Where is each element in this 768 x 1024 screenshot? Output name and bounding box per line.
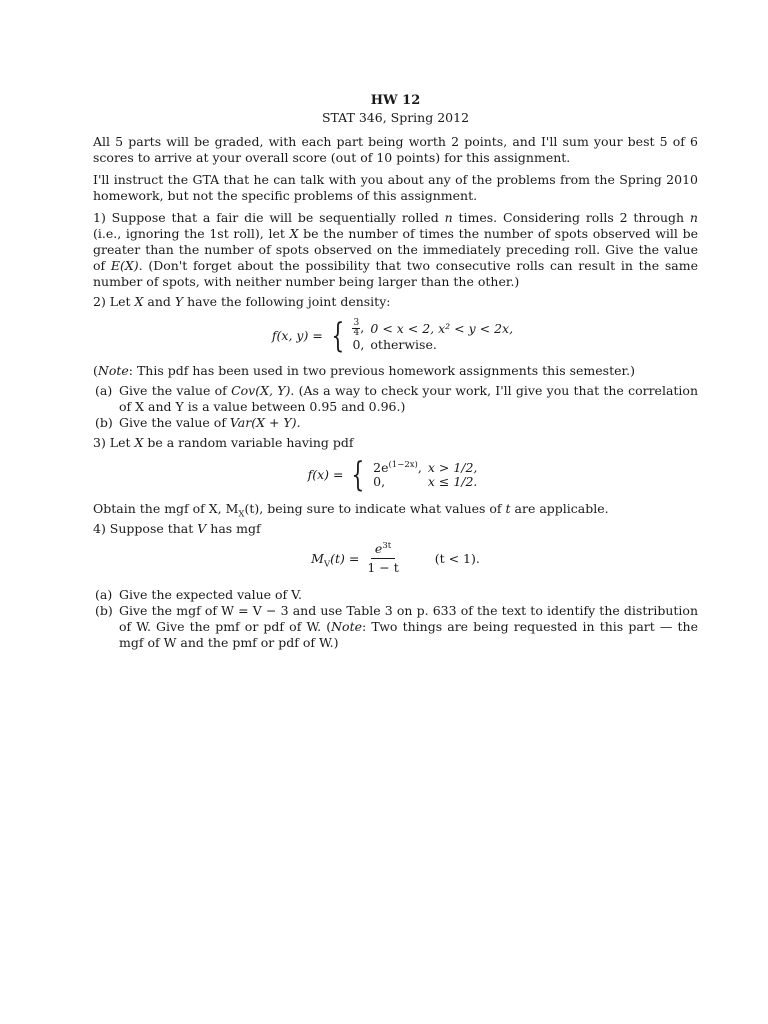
left-brace: { bbox=[351, 455, 365, 495]
intro-paragraph-gta: I'll instruct the GTA that he can talk with you about any of the problems from the Spring 2010 homework, but not the specific problems of this assignment. bbox=[93, 172, 698, 203]
pdf-equation: f(x) = { $2e^{(1-2x)}$, x > 1/2, 0, x ≤ 1/2. bbox=[307, 455, 478, 495]
mgf-equation: $M_V(t)$ = $\frac{e^{3t}}{1 - t}$ (t < 1). bbox=[311, 540, 480, 575]
problem-2-parts bbox=[93, 383, 698, 431]
document-subtitle: STAT 346, Spring 2012 bbox=[321, 110, 470, 125]
left-brace: { bbox=[331, 315, 345, 356]
problem-1: 1) Suppose that a fair die will be sequentially rolled n times. Considering rolls 2 through n (i.e., ignoring the 1st roll), let X be the number of times the number of spots observed will be greater than the number of spots observed on the immediately preceding roll. Give the value of E(X). (Don't forget about the possibility that two consecutive rolls can result in the same number of spots, with neither number being larger than the other.) bbox=[93, 210, 699, 289]
pdf-case-2-condition: x ≤ 1/2. bbox=[427, 474, 478, 489]
case-2-condition: otherwise. bbox=[370, 337, 437, 352]
problem-3-intro: 3) Let X be a random variable having pdf bbox=[93, 435, 354, 450]
joint-density-equation: f(x, y) = { $\frac{3}{4}$ , 0 < x < 2, x² < y < 2x, 0, otherwise. bbox=[93, 319, 698, 352]
case-1-condition: 0 < x < 2, x² < y < 2x, bbox=[370, 320, 514, 336]
intro-paragraph-grading: All 5 parts will be graded, with each part being worth 2 points, and I'll sum your best 5 of 6 scores to arrive at your overall score (out of 10 points) for this assignment. bbox=[93, 134, 698, 165]
mgf-condition: (t < 1). bbox=[434, 550, 480, 566]
problem-3-question: Obtain the mgf of X, $M_X(t)$, being sure to indicate what values of t are applicable. bbox=[93, 501, 609, 520]
problem-2-part-a: (a) Give the value of Cov(X, Y). (As a way to check your work, I'll give you that the correlation of X and Y is a value between 0.95 and 0.96.) bbox=[95, 383, 698, 414]
fraction-three-quarters: $\frac{3}{4}$ bbox=[353, 318, 360, 338]
case-2-value: 0, bbox=[352, 337, 365, 352]
problem-4-part-b: (b) Give the mgf of W = V − 3 and use Table 3 on p. 633 of the text to identify the distribution of W. Give the pmf or pdf of W. (Note: Two things are being requested in this part — the mgf of W and the pmf or pdf of W.) bbox=[95, 603, 698, 650]
problem-4-intro: 4) Suppose that V has mgf bbox=[93, 521, 261, 536]
mgf-fraction: $\frac{e^{3t}}{1 - t}$ bbox=[367, 540, 399, 575]
problem-4-part-a: (a) Give the expected value of V. bbox=[95, 587, 302, 602]
problem-4-parts bbox=[93, 587, 698, 651]
problem-2-note: (Note: This pdf has been used in two previous homework assignments this semester.) bbox=[93, 363, 635, 378]
document-title: HW 12 bbox=[370, 93, 421, 108]
problem-2-intro: 2) Let X and Y have the following joint density: bbox=[93, 294, 391, 309]
pdf-case-1-condition: x > 1/2, bbox=[427, 460, 478, 475]
pdf-lhs: f(x) = bbox=[307, 467, 344, 482]
joint-density-lhs: f(x, y) = bbox=[271, 327, 323, 343]
problem-2-part-b: (b) Give the value of Var(X + Y). bbox=[95, 415, 301, 430]
pdf-case-2-value: 0, bbox=[373, 474, 386, 489]
